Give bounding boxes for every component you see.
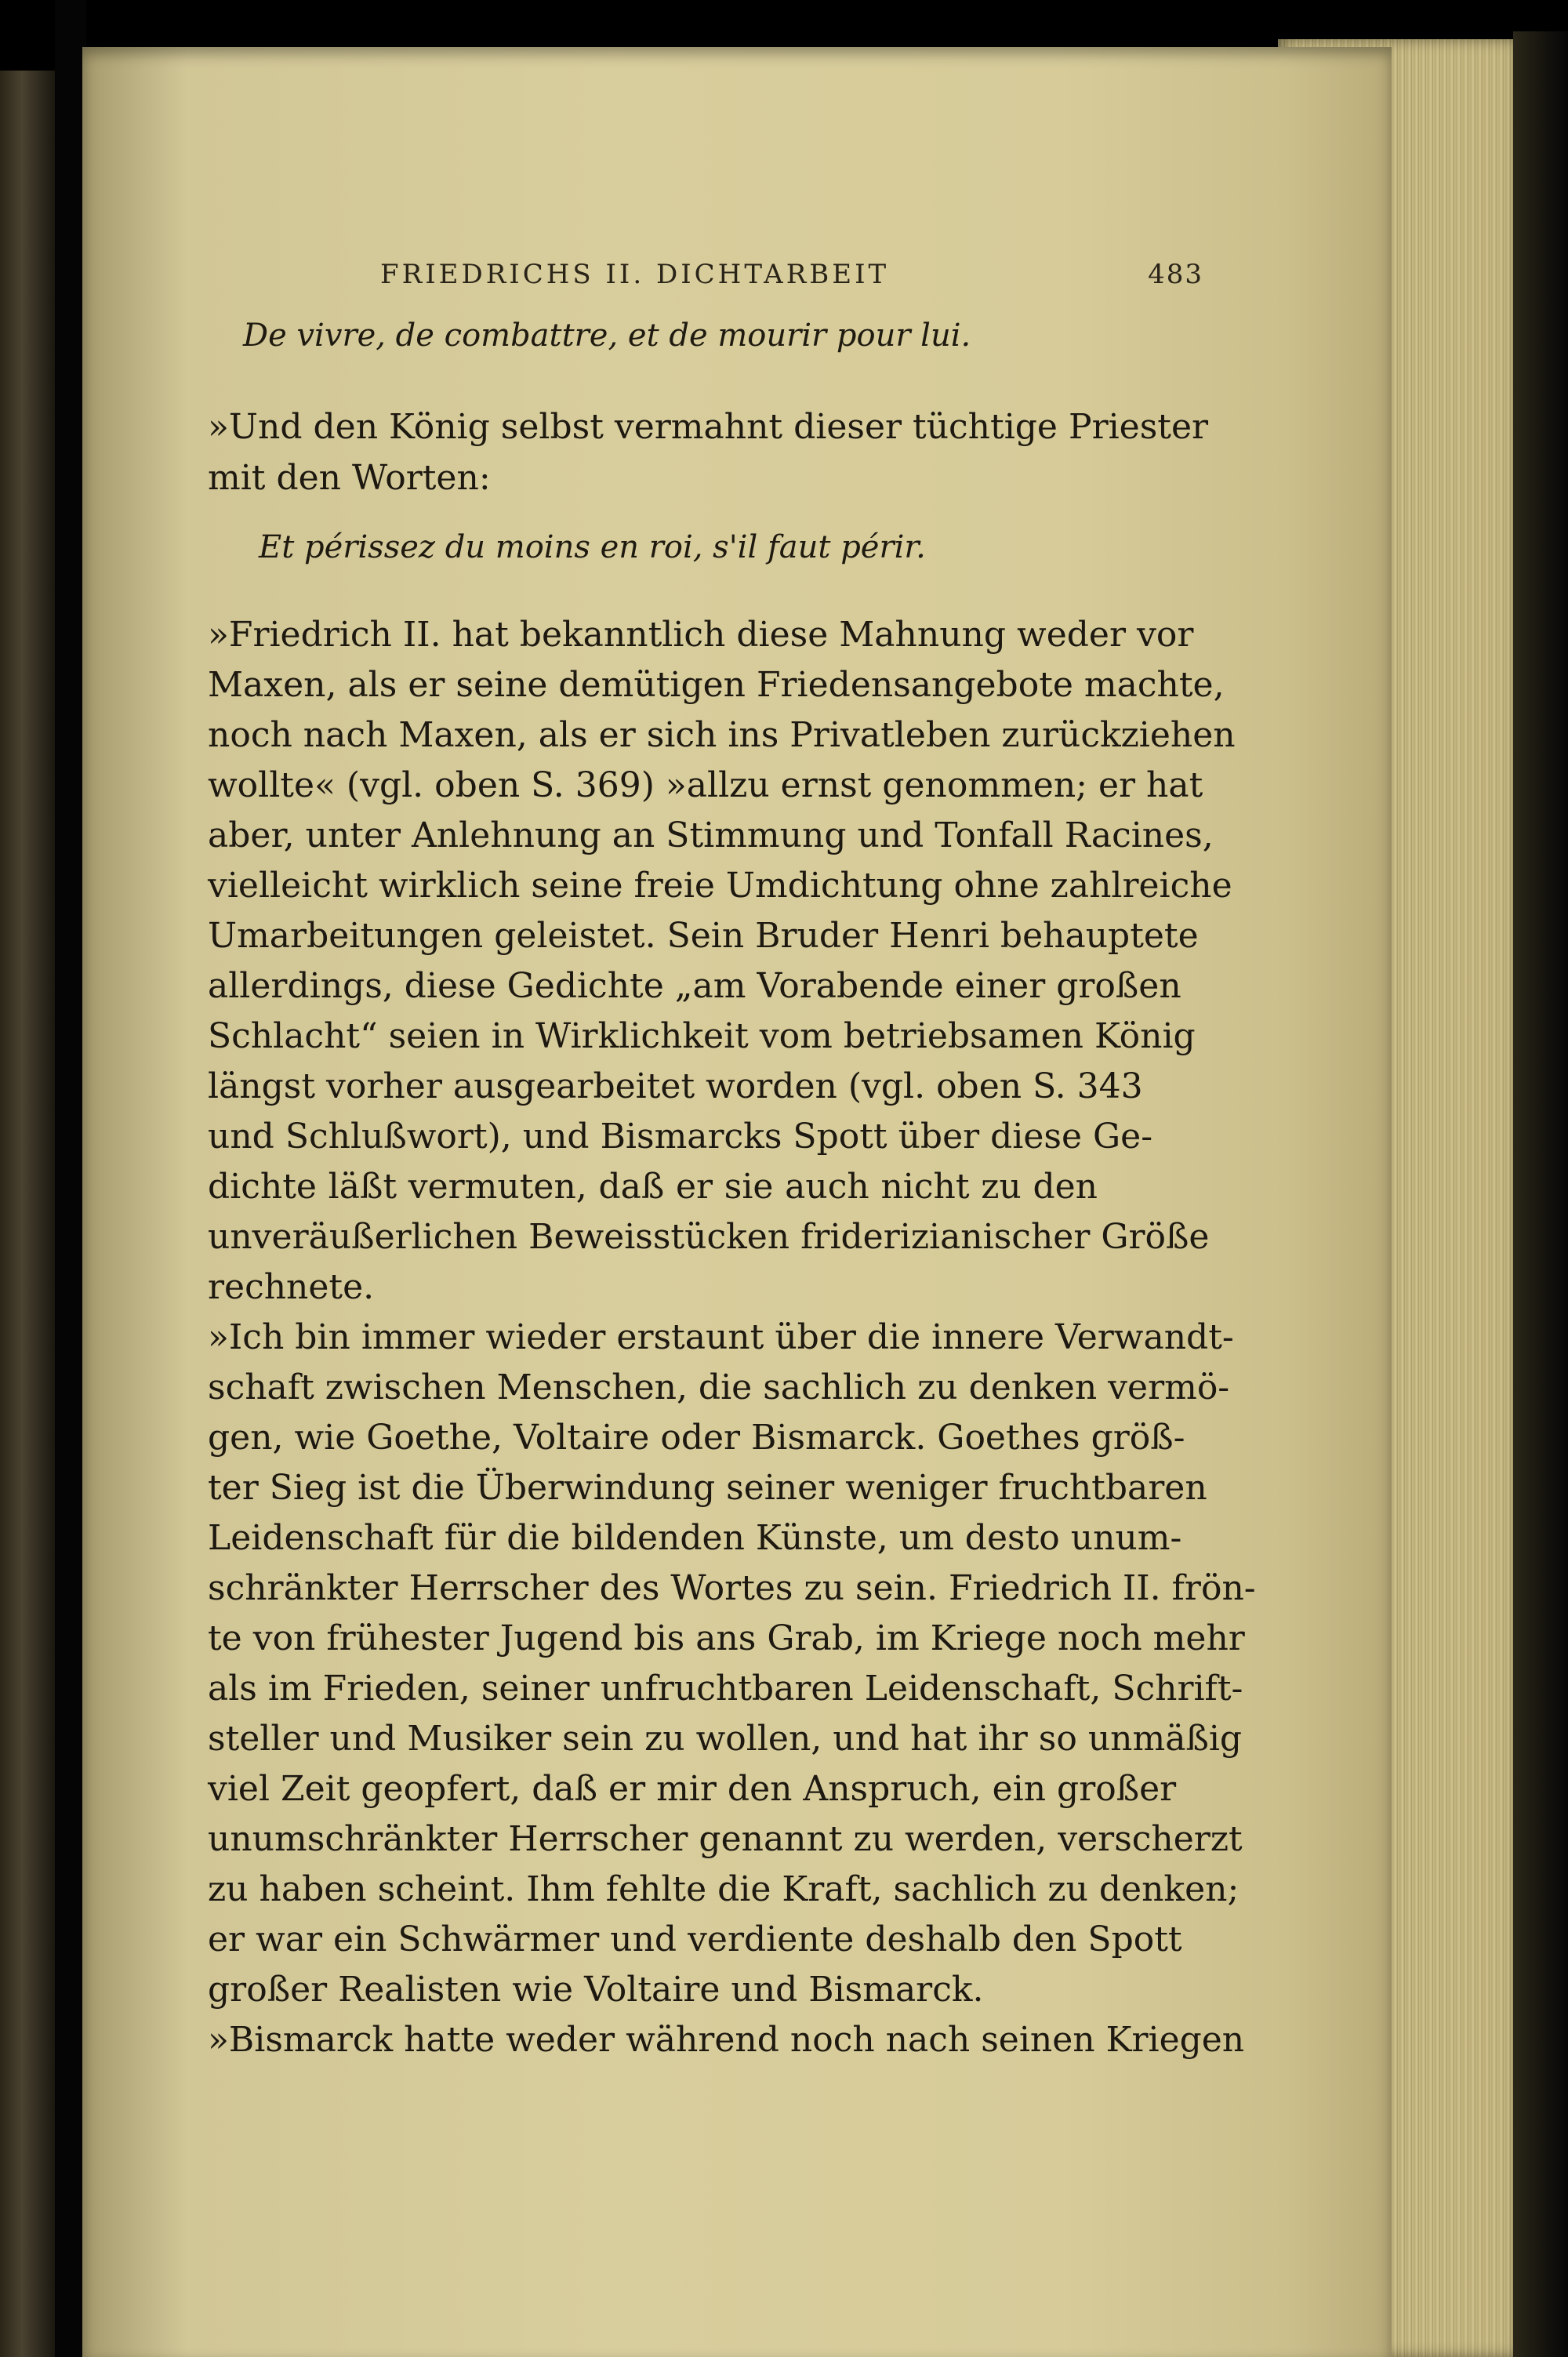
text-line: unumschränkter Herrscher genannt zu werden, verscherzt: [208, 1819, 1243, 1859]
text-line: wollte« (vgl. oben S. 369) »allzu ernst genommen; er hat: [208, 765, 1203, 805]
text-line: als im Frieden, seiner unfruchtbaren Leidenschaft, Schrift-: [208, 1669, 1243, 1709]
text-line: steller und Musiker sein zu wollen, und hat ihr so unmäßig: [208, 1719, 1243, 1759]
text-line: schaft zwischen Menschen, die sachlich zu denken vermö-: [208, 1367, 1230, 1407]
text-line: ter Sieg ist die Überwindung seiner weniger fruchtbaren: [208, 1468, 1207, 1508]
text-line: und Schlußwort), und Bismarcks Spott über diese Ge-: [208, 1117, 1153, 1157]
text-line: allerdings, diese Gedichte „am Vorabende einer großen: [208, 966, 1181, 1006]
text-line: »Bismarck hatte weder während noch nach seinen Kriegen: [208, 2020, 1245, 2060]
left-page-edge: [0, 71, 55, 2357]
page-number: 483: [1148, 259, 1203, 290]
text-line: dichte läßt vermuten, daß er sie auch nicht zu den: [208, 1167, 1098, 1207]
text-line: noch nach Maxen, als er sich ins Privatleben zurückziehen: [208, 715, 1236, 755]
verse-line-1: De vivre, de combattre, et de mourir pour lui.: [243, 318, 971, 354]
text-line: aber, unter Anlehnung an Stimmung und Tonfall Racines,: [208, 815, 1214, 855]
text-line: »Ich bin immer wieder erstaunt über die innere Verwandt-: [208, 1317, 1234, 1357]
text-line: Maxen, als er seine demütigen Friedensangebote machte,: [208, 665, 1225, 705]
text-line: unveräußerlichen Beweisstücken friderizianischer Größe: [208, 1217, 1210, 1257]
text-line: zu haben scheint. Ihm fehlte die Kraft, sachlich zu denken;: [208, 1869, 1240, 1909]
text-line: längst vorher ausgearbeitet worden (vgl. oben S. 343: [208, 1066, 1143, 1106]
book-edge-shadow: [1513, 31, 1568, 2357]
text-line: schränkter Herrscher des Wortes zu sein. Friedrich II. frön-: [208, 1568, 1256, 1608]
text-line: großer Realisten wie Voltaire und Bismarck.: [208, 1970, 984, 2010]
text-line: Schlacht“ seien in Wirklichkeit vom betriebsamen König: [208, 1016, 1196, 1056]
book-page: [82, 47, 1392, 2357]
text-line: »Friedrich II. hat bekanntlich diese Mahnung weder vor: [208, 615, 1194, 655]
text-line: vielleicht wirklich seine freie Umdichtung ohne zahlreiche: [208, 866, 1232, 906]
text-line: rechnete.: [208, 1267, 375, 1307]
verse-line-2: Et périssez du moins en roi, s'il faut périr.: [259, 529, 926, 565]
text-line: Leidenschaft für die bildenden Künste, um desto unum-: [208, 1518, 1182, 1558]
text-line: »Und den König selbst vermahnt dieser tüchtige Priester: [208, 407, 1209, 447]
text-line: Umarbeitungen geleistet. Sein Bruder Henri behauptete: [208, 916, 1199, 956]
running-title: FRIEDRICHS II. DICHTARBEIT: [380, 259, 890, 290]
book-gutter: [55, 0, 86, 2357]
text-line: mit den Worten:: [208, 458, 491, 498]
text-line: gen, wie Goethe, Voltaire oder Bismarck. Goethes größ-: [208, 1418, 1185, 1458]
text-line: er war ein Schwärmer und verdiente deshalb den Spott: [208, 1919, 1182, 1959]
running-header: [380, 259, 1203, 306]
text-line: te von frühester Jugend bis ans Grab, im Kriege noch mehr: [208, 1618, 1245, 1658]
text-line: viel Zeit geopfert, daß er mir den Anspruch, ein großer: [208, 1769, 1177, 1809]
